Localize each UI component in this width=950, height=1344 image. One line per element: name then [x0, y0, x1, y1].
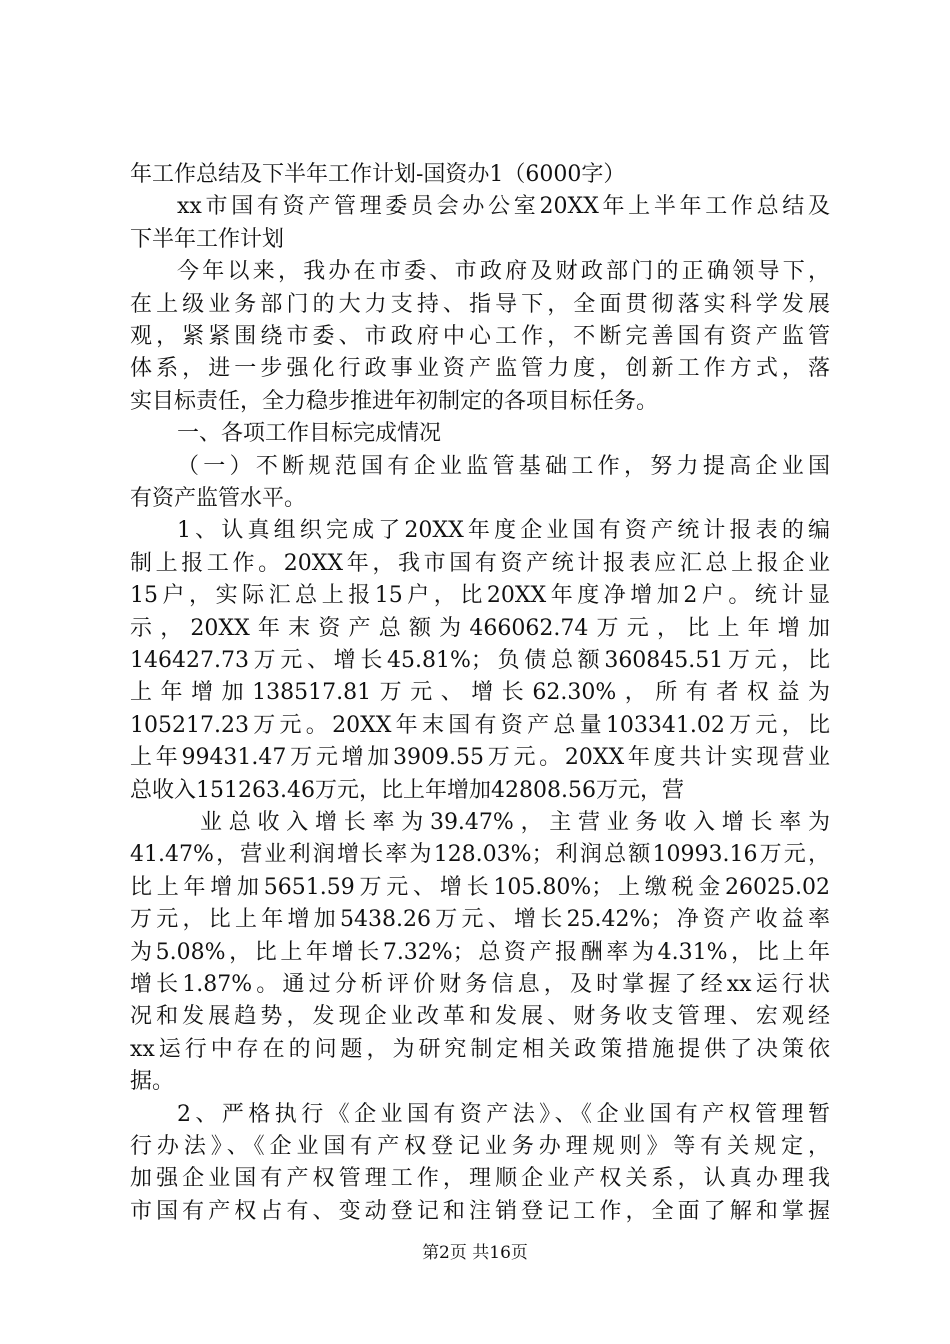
subsection-heading-line: 有资产监管水平。 — [130, 486, 307, 511]
subtitle-line-1: xx市国有资产管理委员会办公室20XX年上半年工作总结及 — [177, 194, 830, 220]
paragraph-line: 业总收入增长率为39.47%，主营业务收入增长率为 — [200, 810, 830, 835]
paragraph-line: 上年99431.47万元增加3909.55万元。20XX年度共计实现营业 — [130, 745, 830, 771]
paragraph-line: 15户，实际汇总上报15户，比20XX年度净增加2户。统计显 — [130, 583, 830, 609]
paragraph-line: 上年增加138517.81万元、增长62.30%，所有者权益为 — [130, 680, 830, 706]
subtitle-line-2: 下半年工作计划 — [130, 226, 285, 252]
paragraph-line: xx运行中存在的问题，为研究制定相关政策措施提供了决策依 — [130, 1036, 830, 1062]
paragraph-line: 万元，比上年增加5438.26万元、增长25.42%；净资产收益率 — [130, 907, 830, 933]
paragraph-line: 比上年增加5651.59万元、增长105.80%；上缴税金26025.02 — [130, 874, 830, 900]
paragraph-line: 市国有产权占有、变动登记和注销登记工作，全面了解和掌握 — [130, 1198, 830, 1224]
paragraph-line: 41.47%，营业利润增长率为128.03%；利润总额10993.16万元， — [130, 842, 830, 868]
paragraph-line: 制上报工作。20XX年，我市国有资产统计报表应汇总上报企业 — [130, 550, 830, 576]
paragraph-line: 2、严格执行《企业国有资产法》、《企业国有产权管理暂 — [177, 1101, 830, 1127]
paragraph-line: 在上级业务部门的大力支持、指导下，全面贯彻落实科学发展 — [130, 291, 830, 317]
paragraph-line: 146427.73万元、增长45.81%；负债总额360845.51万元，比 — [130, 648, 830, 673]
paragraph-line: 据。 — [130, 1069, 175, 1095]
subsection-heading-line: （一）不断规范国有企业监管基础工作，努力提高企业国 — [177, 453, 830, 479]
paragraph-line: 行办法》、《企业国有产权登记业务办理规则》等有关规定， — [130, 1134, 830, 1159]
paragraph-line: 示，20XX年末资产总额为466062.74万元，比上年增加 — [130, 615, 830, 641]
section-heading: 一、各项工作目标完成情况 — [177, 421, 442, 447]
paragraph-line: 实目标责任，全力稳步推进年初制定的各项目标任务。 — [130, 388, 659, 414]
page-footer: 第2页 共16页 — [422, 1243, 528, 1263]
paragraph-line: 1、认真组织完成了20XX年度企业国有资产统计报表的编 — [177, 518, 830, 544]
paragraph-line: 况和发展趋势，发现企业改革和发展、财务收支管理、宏观经 — [130, 1004, 830, 1030]
paragraph-line: 观，紧紧围绕市委、市政府中心工作，不断完善国有资产监管 — [130, 324, 830, 349]
paragraph-line: 为5.08%，比上年增长7.32%；总资产报酬率为4.31%，比上年 — [130, 939, 830, 965]
title-line: 年工作总结及下半年工作计划-国资办1（6000字） — [130, 162, 626, 187]
paragraph-line: 体系，进一步强化行政事业资产监管力度，创新工作方式，落 — [130, 356, 830, 382]
paragraph-line: 总收入151263.46万元，比上年增加42808.56万元，营 — [130, 777, 684, 803]
paragraph-line: 105217.23万元。20XX年末国有资产总量103341.02万元，比 — [130, 712, 830, 738]
paragraph-line: 加强企业国有产权管理工作，理顺企业产权关系，认真办理我 — [130, 1166, 830, 1192]
paragraph-line: 增长1.87%。通过分析评价财务信息，及时掌握了经xx运行状 — [130, 972, 830, 997]
paragraph-line: 今年以来，我办在市委、市政府及财政部门的正确领导下， — [177, 259, 830, 285]
